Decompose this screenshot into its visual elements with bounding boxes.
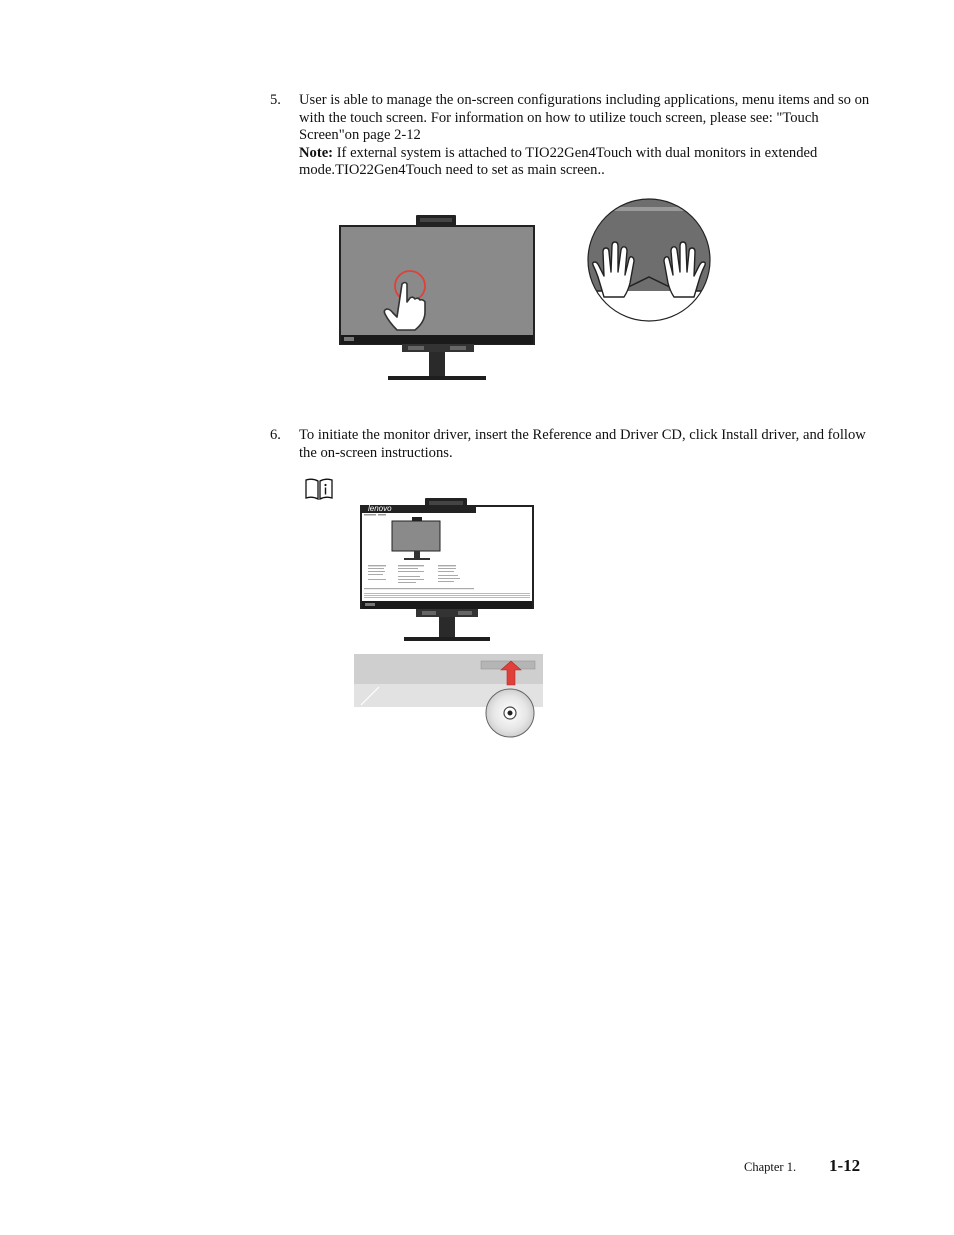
step-6 [270, 427, 870, 462]
chapter-label: Chapter 1. [744, 1160, 797, 1174]
step-note [299, 145, 870, 180]
note-text: If external system is attached to TIO22Gen4Touch with dual monitors in extended mode.TIO22Gen4Touch need to set as main screen.. [299, 144, 818, 179]
step-5 [270, 92, 870, 180]
step-text: User is able to manage the on-screen configurations including applications, menu items and so on with the touch screen. For information on how to utilize touch screen, please see: "Touch Screen"on page 2-12 [299, 92, 870, 144]
two-hands-icon [586, 197, 712, 323]
cd-disc-icon [484, 687, 536, 739]
page-footer [744, 1156, 864, 1180]
step-text: To initiate the monitor driver, insert the Reference and Driver CD, click Install driver, and follow the on-screen instructions. [299, 427, 866, 461]
screen-brand: lenovo [368, 504, 392, 513]
step-number: 5. [270, 92, 281, 108]
hand-touch-icon [380, 266, 432, 336]
note-label: Note: [299, 144, 334, 161]
step-number: 6. [270, 427, 281, 443]
page-number: 1-12 [829, 1156, 861, 1175]
monitor-touch-illustration [336, 210, 542, 385]
monitor-driver-illustration [356, 495, 538, 645]
info-book-icon [305, 478, 333, 500]
up-arrow-icon [500, 660, 522, 686]
